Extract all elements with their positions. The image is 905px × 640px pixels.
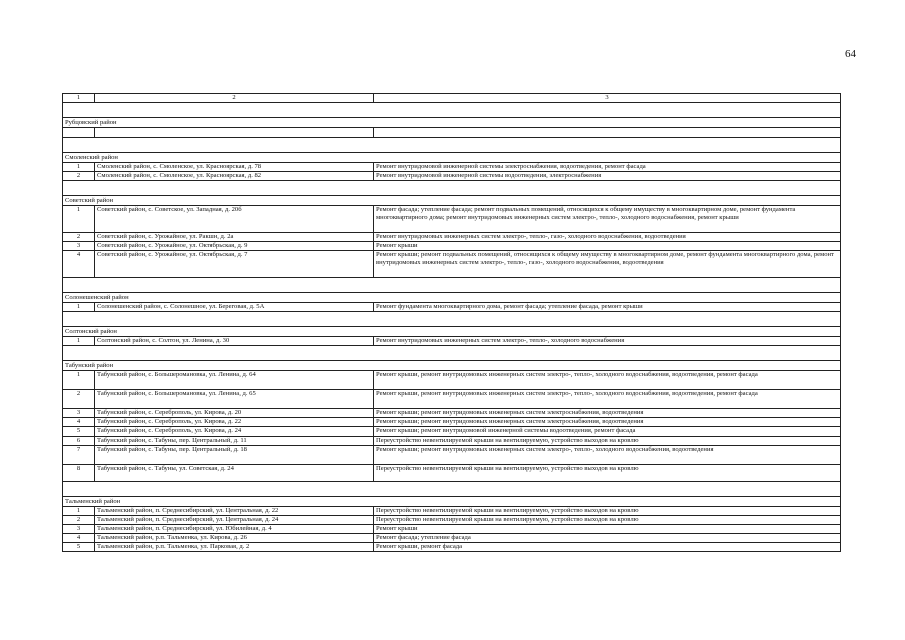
repair-works: Ремонт фасада; утепление фасада <box>374 533 841 542</box>
building-address: Тальменский район, р.п. Тальменка, ул. Кирова, д. 26 <box>95 533 374 542</box>
repair-works: Ремонт внутридомовой инженерной системы водоотведения, электроснабжения <box>374 172 841 181</box>
table-row <box>63 303 841 312</box>
empty-row <box>63 128 841 138</box>
section-spacer <box>63 481 841 496</box>
row-number: 1 <box>63 163 95 172</box>
row-number: 2 <box>63 172 95 181</box>
building-address: Смоленский район, с. Смоленское, ул. Красноярская, д. 82 <box>95 172 374 181</box>
section-spacer <box>63 278 841 293</box>
district-heading-row <box>63 496 841 506</box>
building-address: Табунский район, с. Табуны, пер. Центральный, д. 18 <box>95 445 374 464</box>
row-number: 3 <box>63 242 95 251</box>
row-number: 3 <box>63 524 95 533</box>
building-address: Тальменский район, п. Среднесибирский, ул. Юбилейная, д. 4 <box>95 524 374 533</box>
repair-works: Переустройство невентилируемой крыши на вентилируемую, устройство выходов на кровлю <box>374 464 841 481</box>
table-row <box>63 163 841 172</box>
section-spacer <box>63 103 841 118</box>
district-title: Табунский район <box>63 361 841 371</box>
page-number: 64 <box>845 48 856 60</box>
header-col-3: 3 <box>374 94 841 103</box>
header-col-2: 2 <box>95 94 374 103</box>
repair-works: Ремонт крыши; ремонт внутридомовых инженерных систем электроснабжения, водоотведения <box>374 409 841 418</box>
building-address: Тальменский район, п. Среднесибирский, ул. Центральная, д. 24 <box>95 515 374 524</box>
repair-works: Ремонт крыши <box>374 524 841 533</box>
repair-works: Ремонт фундамента многоквартирного дома, ремонт фасада; утепление фасада, ремонт крыши <box>374 303 841 312</box>
district-heading-row <box>63 118 841 128</box>
row-number: 8 <box>63 464 95 481</box>
repair-works: Ремонт крыши; ремонт внутридомовых инженерных систем электроснабжения, водоотведения <box>374 418 841 427</box>
table-row <box>63 251 841 278</box>
district-heading-row <box>63 153 841 163</box>
table-row <box>63 172 841 181</box>
header-col-1: 1 <box>63 94 95 103</box>
table-row <box>63 337 841 346</box>
building-address: Солонешенский район, с. Солонешное, ул. Береговая, д. 5А <box>95 303 374 312</box>
table-row <box>63 242 841 251</box>
row-number: 4 <box>63 533 95 542</box>
table-row <box>63 515 841 524</box>
repair-works: Ремонт крыши, ремонт фасада <box>374 542 841 551</box>
building-address: Советский район, с. Урожайное, ул. Октябрьская, д. 9 <box>95 242 374 251</box>
row-number: 5 <box>63 542 95 551</box>
repair-works: Ремонт крыши; ремонт внутридомовых инженерных систем электро-, тепло-, холодного водоснабжения, водоотведения <box>374 445 841 464</box>
district-heading-row <box>63 361 841 371</box>
table-row <box>63 524 841 533</box>
repair-works: Ремонт внутридомовой инженерной системы электроснабжения, водоотведения, ремонт фасада <box>374 163 841 172</box>
building-address: Советский район, с. Советское, ул. Западная, д. 20б <box>95 206 374 233</box>
section-spacer <box>63 181 841 196</box>
district-heading-row <box>63 293 841 303</box>
district-title: Рубцовский район <box>63 118 841 128</box>
district-title: Смоленский район <box>63 153 841 163</box>
section-spacer <box>63 346 841 361</box>
row-number: 1 <box>63 506 95 515</box>
row-number: 1 <box>63 206 95 233</box>
building-address: Табунский район, с. Табуны, ул. Советская, д. 24 <box>95 464 374 481</box>
table-row <box>63 418 841 427</box>
building-address: Смоленский район, с. Смоленское, ул. Красноярская, д. 78 <box>95 163 374 172</box>
table-row <box>63 436 841 445</box>
repair-works: Ремонт внутридомовых инженерных систем электро-, тепло-, холодного водоснабжения <box>374 337 841 346</box>
repair-works: Ремонт внутридомовых инженерных систем электро-, тепло-, газо-, холодного водоснабжения, водоотведения <box>374 233 841 242</box>
table-row <box>63 427 841 436</box>
district-heading-row <box>63 196 841 206</box>
building-address: Табунский район, с. Сереброполь, ул. Кирова, д. 22 <box>95 418 374 427</box>
building-address: Табунский район, с. Большеромановка, ул. Ленина, д. 64 <box>95 371 374 390</box>
district-title: Солонешенский район <box>63 293 841 303</box>
building-address: Солтонский район, с. Солтон, ул. Ленина, д. 30 <box>95 337 374 346</box>
section-spacer <box>63 138 841 153</box>
row-number: 3 <box>63 409 95 418</box>
repair-works: Ремонт крыши, ремонт внутридомовых инженерных систем электро-, тепло-, холодного водоснабжения, водоотведения, ремонт фасада <box>374 390 841 409</box>
repair-works: Ремонт крыши, ремонт внутридомовых инженерных систем электро-, тепло-, холодного водоснабжения, водоотведения, ремонт фасада <box>374 371 841 390</box>
table-row <box>63 233 841 242</box>
building-address: Советский район, с. Урожайное, ул. Октябрьская, д. 7 <box>95 251 374 278</box>
table-row <box>63 542 841 551</box>
section-spacer <box>63 312 841 327</box>
repair-works-table <box>62 93 841 552</box>
row-number: 4 <box>63 418 95 427</box>
building-address: Тальменский район, п. Среднесибирский, ул. Центральная, д. 22 <box>95 506 374 515</box>
building-address: Советский район, с. Урожайное, ул. Ракшн, д. 2а <box>95 233 374 242</box>
repair-works: Переустройство невентилируемой крыши на вентилируемую, устройство выходов на кровлю <box>374 515 841 524</box>
repair-works: Ремонт фасада; утепление фасада; ремонт подвальных помещений, относящихся к общему имуществу в многоквартирном доме, ремонт фундамента многоквартирного дома; ремонт внутридомовых инженерных систем электро-, тепло-, холодного водоснабжения, ремонт крыши <box>374 206 841 233</box>
table-row <box>63 445 841 464</box>
repair-works: Переустройство невентилируемой крыши на вентилируемую, устройство выходов на кровлю <box>374 436 841 445</box>
row-number: 1 <box>63 371 95 390</box>
district-title: Тальменский район <box>63 496 841 506</box>
repair-works: Ремонт крыши <box>374 242 841 251</box>
table-row <box>63 371 841 390</box>
table-row <box>63 390 841 409</box>
repair-works: Ремонт крыши; ремонт подвальных помещений, относящихся к общему имуществу в многоквартирном доме, ремонт фундамента многоквартирного дома, ремонт внутридомовых инженерных систем электро-, тепло-, газо-, холодного водоснабжения, водоотведения <box>374 251 841 278</box>
district-heading-row <box>63 327 841 337</box>
row-number: 1 <box>63 337 95 346</box>
table-row <box>63 409 841 418</box>
column-number-header <box>63 94 841 103</box>
row-number: 2 <box>63 233 95 242</box>
row-number: 2 <box>63 515 95 524</box>
building-address: Табунский район, с. Табуны, пер. Центральный, д. 11 <box>95 436 374 445</box>
district-title: Солтонский район <box>63 327 841 337</box>
building-address: Табунский район, с. Большеромановка, ул. Ленина, д. 65 <box>95 390 374 409</box>
row-number: 7 <box>63 445 95 464</box>
table-row <box>63 506 841 515</box>
row-number: 5 <box>63 427 95 436</box>
building-address: Табунский район, с. Сереброполь, ул. Кирова, д. 24 <box>95 427 374 436</box>
table-row <box>63 464 841 481</box>
building-address: Тальменский район, р.п. Тальменка, ул. Парковая, д. 2 <box>95 542 374 551</box>
repair-works: Переустройство невентилируемой крыши на вентилируемую, устройство выходов на кровлю <box>374 506 841 515</box>
row-number: 6 <box>63 436 95 445</box>
repair-works: Ремонт крыши; ремонт внутридомовой инженерной системы водоотведения, ремонт фасада <box>374 427 841 436</box>
building-address: Табунский район, с. Сереброполь, ул. Кирова, д. 20 <box>95 409 374 418</box>
district-title: Советский район <box>63 196 841 206</box>
row-number: 4 <box>63 251 95 278</box>
row-number: 1 <box>63 303 95 312</box>
row-number: 2 <box>63 390 95 409</box>
table-row <box>63 533 841 542</box>
table-row <box>63 206 841 233</box>
